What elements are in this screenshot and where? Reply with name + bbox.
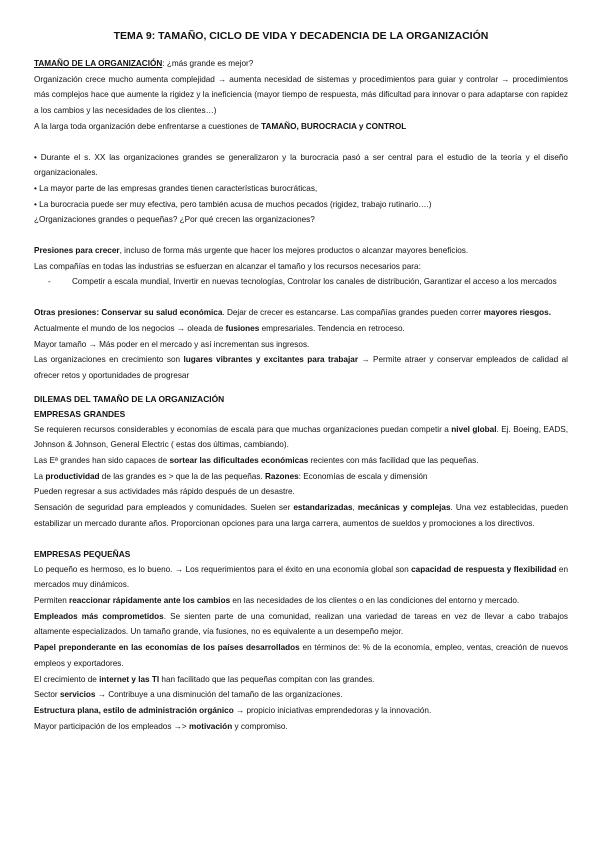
text: A la larga toda organización debe enfrentarse a cuestiones de — [34, 121, 262, 131]
text: Sector — [34, 690, 60, 700]
paragraph — [34, 500, 568, 531]
text: Se requieren recursos considerables y economías de escala para que muchas organizaciones puedan competir a — [34, 424, 452, 434]
text: El crecimiento de — [34, 674, 100, 684]
text: han facilitado que las pequeñas compitan con las grandes. — [159, 674, 375, 684]
dash-item-text: Competir a escala mundial, Invertir en nuevas tecnologías, Controlar los canales de distribución, Garantizar el acceso a los mercados — [72, 277, 557, 287]
text: de las grandes es > que la de las pequeñas. — [99, 471, 265, 481]
emphasis: Papel preponderante en las economías de los países desarrollados — [34, 643, 300, 653]
paragraph — [34, 640, 568, 671]
emphasis: Razones — [265, 471, 299, 481]
text: : Economías de escala y dimensión — [298, 471, 428, 481]
spacer — [34, 135, 568, 150]
text: → Contribuye a una disminución del tamaño de las organizaciones. — [95, 690, 343, 700]
subsection-heading: EMPRESAS PEQUEÑAS — [34, 548, 131, 559]
emphasis: reaccionar rápidamente ante los cambios — [69, 595, 231, 605]
text: → Permite atraer y conservar empleados de calidad al ofrecer retos y oportunidades de progresar — [34, 355, 569, 380]
spacer — [34, 228, 568, 243]
text: . Ej. Boeing, EADS, Johnson & Johnson, General Electric ( estas dos últimas, cambiando). — [34, 424, 568, 450]
emphasis: motivación — [188, 721, 233, 731]
emphasis: lugares vibrantes y excitantes para trabajar — [183, 355, 359, 365]
paragraph — [34, 593, 568, 609]
emphasis: sortear las dificultades económicas — [169, 456, 309, 466]
text: Actualmente el mundo de los negocios → oleada de — [34, 323, 226, 333]
paragraph — [34, 562, 568, 593]
emphasis: mecánicas y complejas — [357, 503, 451, 513]
document-page — [34, 30, 568, 734]
paragraph — [34, 243, 568, 259]
text: . Dejar de crecer es estancarse. Las compañías grandes pueden correr — [222, 308, 484, 318]
emphasis: internet y las TI — [99, 674, 160, 684]
paragraph: Pueden regresar a sus actividades más rápido después de un desastre. — [34, 487, 295, 497]
emphasis: Otras presiones: Conservar su salud económica — [34, 308, 223, 318]
emphasis: capacidad de respuesta y flexibilidad — [411, 564, 557, 574]
bullet-item: • La mayor parte de las empresas grandes tienen características burocráticas, — [34, 183, 318, 193]
text: en términos de: % de la economía, empleo, ventas, creación de nuevos empleos y exportadores. — [34, 643, 569, 668]
dash-list-item — [34, 274, 568, 290]
section-size-heading-line — [34, 56, 568, 72]
emphasis: mayores riesgos. — [483, 308, 551, 318]
paragraph — [34, 469, 568, 485]
emphasis: productividad — [45, 471, 100, 481]
text: Mayor participación de los empleados →> — [34, 721, 189, 731]
emphasis: Presiones para crecer — [34, 246, 120, 256]
subsection-heading: EMPRESAS GRANDES — [34, 408, 126, 419]
text: y compromiso. — [232, 721, 288, 731]
text: . Una vez establecidas, pueden estabilizar un mercado durante años. Proporcionan opciones para una larga carrera, aumentos de sueldos y promociones a los directivos. — [34, 503, 568, 528]
paragraph — [34, 321, 568, 337]
bullet-item: • La burocracia puede ser muy efectiva, pero también acusa de muchos pecados (rigidez, trabajo rutinario….) — [34, 199, 432, 209]
paragraph — [34, 609, 568, 640]
emphasis: estandarizadas — [293, 503, 353, 513]
paragraph — [34, 422, 568, 453]
bullet-item: • Durante el s. XX las organizaciones grandes se generalizaron y la burocracia pasó a ser central para el estudio de la teoría y el diseño organizacionales. — [34, 152, 568, 178]
emphasis: TAMAÑO, BUROCRACIA y CONTROL — [261, 121, 407, 131]
text: en las necesidades de los clientes o en las condiciones del entorno y mercado. — [230, 595, 520, 605]
paragraph: Organización crece mucho aumenta complejidad → aumenta necesidad de sistemas y procedimientos para guiar y controlar → procedimientos más complejos hace que aumente la rigidez y la ineficiencia (mayor tiempo de respuesta, más dificultad para innovar o para adaptarse con rapidez a los cambios y las necesidades de los clientes…) — [34, 74, 568, 116]
emphasis: nivel global — [451, 424, 497, 434]
paragraph — [34, 119, 568, 135]
paragraph: Mayor tamaño → Más poder en el mercado y así incrementan sus ingresos. — [34, 339, 310, 349]
text: en mercados muy dinámicos. — [34, 564, 568, 590]
emphasis: fusiones — [225, 323, 260, 333]
paragraph — [34, 719, 568, 735]
paragraph — [34, 305, 568, 321]
dash-marker: - — [48, 277, 51, 287]
emphasis: servicios — [59, 690, 96, 700]
paragraph: Las compañías en todas las industrias se esfuerzan en alcanzar el tamaño y los recursos necesarios para: — [34, 261, 421, 271]
text: empresariales. Tendencia en retroceso. — [259, 323, 405, 333]
text: Las Eª grandes han sido capaces de — [34, 456, 170, 466]
paragraph — [34, 703, 568, 719]
text: , — [352, 503, 358, 513]
text: Sensación de seguridad para empleados y comunidades. Suelen ser — [34, 503, 294, 513]
paragraph — [34, 687, 568, 703]
paragraph — [34, 672, 568, 688]
spacer — [34, 384, 568, 392]
spacer — [34, 532, 568, 547]
text: Las organizaciones en crecimiento son — [34, 355, 184, 365]
text: La — [34, 471, 46, 481]
paragraph — [34, 352, 568, 383]
section-heading: TAMAÑO DE LA ORGANIZACIÓN — [34, 59, 163, 68]
emphasis: Estructura plana, estilo de administración orgánico — [34, 705, 234, 715]
text: . Se sienten parte de una comunidad, realizan una variedad de tareas en vez de llevar a cabo trabajos altamente especializados. Un tamaño grande, vía fusiones, no es equivalente a un desempeño mejor. — [34, 611, 569, 637]
section-heading: DILEMAS DEL TAMAÑO DE LA ORGANIZACIÓN — [34, 393, 225, 404]
emphasis: Empleados más comprometidos — [34, 611, 164, 621]
text: , incluso de forma más urgente que hacer los mejores productos o alcanzar mayores beneficios. — [119, 246, 469, 256]
paragraph — [34, 453, 568, 469]
text: → propicio iniciativas emprendedoras y la innovación. — [233, 705, 432, 715]
spacer — [34, 290, 568, 305]
section-question: : ¿más grande es mejor? — [162, 59, 254, 68]
question-line: ¿Organizaciones grandes o pequeñas? ¿Por qué crecen las organizaciones? — [34, 215, 315, 225]
text: Permiten — [34, 595, 70, 605]
document-title: TEMA 9: TAMAÑO, CICLO DE VIDA Y DECADENCIA DE LA ORGANIZACIÓN — [113, 30, 489, 42]
text: recientes con más facilidad que las pequeñas. — [308, 456, 479, 466]
text: Lo pequeño es hermoso, es lo bueno. → Los requerimientos para el éxito en una economía global son — [34, 564, 412, 574]
